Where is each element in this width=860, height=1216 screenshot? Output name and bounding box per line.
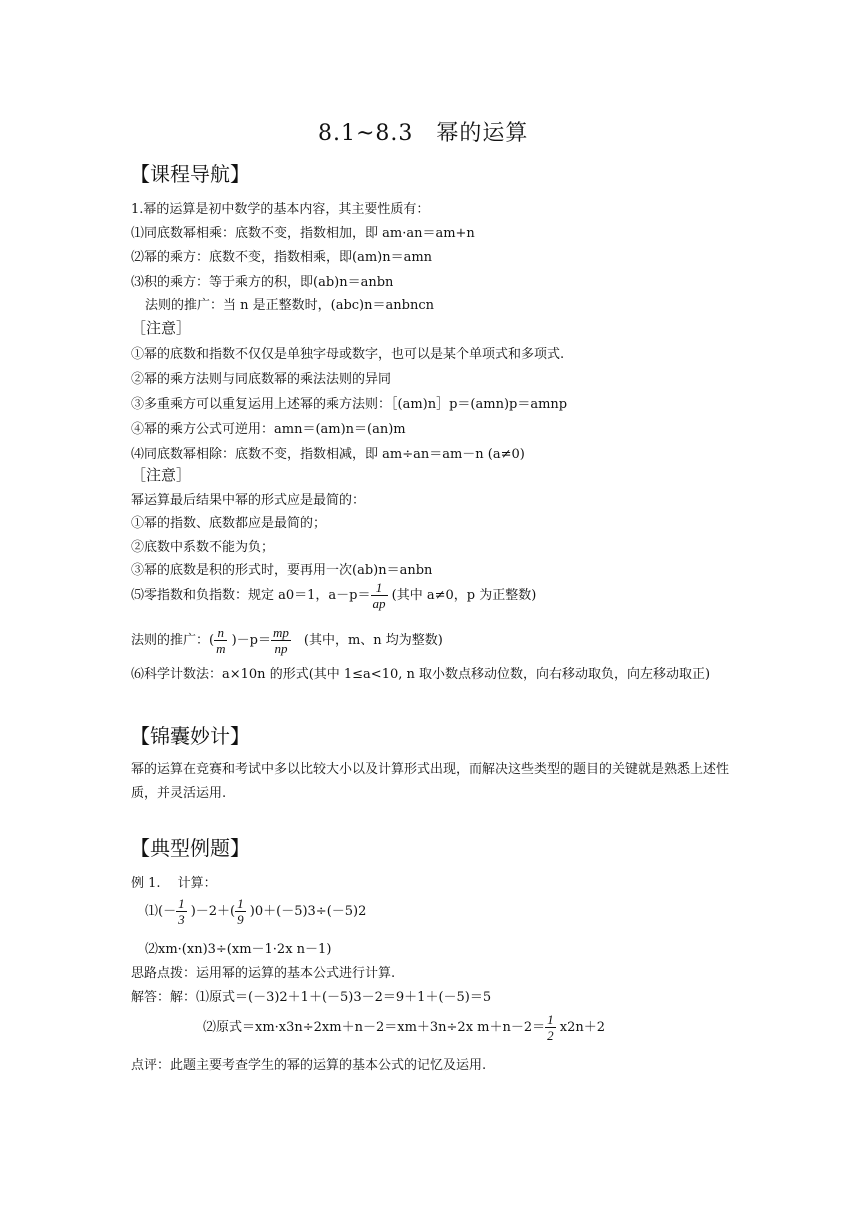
fraction-denominator: 2: [547, 1028, 554, 1043]
rule-6: ⑹科学计数法：a×10n 的形式(其中 1≤a<10, n 取小数点移动位数，向右移动取负，向左移动取正): [131, 667, 711, 682]
extension-condition: (其中，m、n 均为整数): [290, 633, 443, 648]
simplest-3: ③幂的底数是积的形式时，要再用一次(ab)n＝anbn: [131, 563, 433, 578]
fraction-numerator: 1: [547, 1012, 554, 1027]
rule-4: ⑷同底数幂相除：底数不变，指数相减，即 am÷an＝am－n (a≠0): [131, 447, 525, 462]
fraction-denominator: ap: [372, 596, 386, 611]
example-1-comment: 点评：此题主要考查学生的幂的运算的基本公式的记忆及运用.: [131, 1058, 487, 1073]
extension-fraction-power: [271, 625, 291, 656]
fraction-numerator: 1: [237, 896, 244, 911]
rule-5: [131, 580, 536, 611]
simplest-intro: 幂运算最后结果中幂的形式应是最简的：: [131, 493, 366, 508]
example-1-answer-2: [203, 1012, 605, 1043]
rule-1: ⑴同底数幂相乘：底数不变，指数相加，即 am·an＝am+n: [131, 226, 475, 241]
page-title: 8.1~8.3 幂的运算: [318, 121, 529, 146]
question-1-middle: )－2＋(: [186, 904, 236, 919]
example-1-answer-1: 解答：解：⑴原式＝(－3)2＋1＋(－5)3－2＝9＋1＋(－5)＝5: [131, 990, 492, 1005]
note-4: ④幂的乘方公式可逆用：amn＝(am)n＝(an)m: [131, 422, 406, 437]
extension-text: 法则的推广：(: [131, 633, 215, 648]
section-heading-tips: 【锦囊妙计】: [130, 724, 250, 748]
example-1-question-1: [145, 896, 366, 927]
rule-5-extension: [131, 625, 443, 656]
fraction-denominator: 3: [178, 912, 185, 927]
fraction-numerator: mp: [273, 625, 289, 640]
section-heading-nav: 【课程导航】: [130, 162, 250, 186]
simplest-1: ①幂的指数、底数都应是最简的；: [131, 516, 327, 531]
question-1-start: ⑴(－: [145, 904, 177, 919]
example-1-hint: 思路点拨：运用幂的运算的基本公式进行计算.: [131, 966, 396, 981]
simplest-2: ②底数中系数不能为负；: [131, 540, 275, 555]
rule-2: ⑵幂的乘方：底数不变，指数相乘，即(am)n＝amn: [131, 250, 433, 265]
extension-power: )－p＝: [227, 633, 271, 648]
note-label-2: ［注意］: [131, 466, 192, 484]
question-1-fraction-1: [176, 896, 187, 927]
rule-3-extension: 法则的推广：当 n 是正整数时，(abc)n＝anbncn: [145, 298, 434, 313]
rule-5-condition: (其中 a≠0，p 为正整数): [387, 588, 537, 603]
fraction-numerator: n: [214, 625, 227, 641]
rule-5-fraction: [371, 580, 388, 611]
tips-text: 幂的运算在竞赛和考试中多以比较大小以及计算形式出现，而解决这些类型的题目的关键就是熟悉上述性质，并灵活运用.: [131, 762, 730, 801]
answer-2-text: ⑵原式＝xm·x3n÷2xm＋n－2＝xm＋3n÷2x m＋n－2＝: [203, 1020, 546, 1035]
fraction-denominator: 9: [237, 912, 244, 927]
question-1-end: )0＋(－5)3÷(－5)2: [245, 904, 367, 919]
note-3: ③多重乘方可以重复运用上述幂的乘方法则：［(am)n］p＝(amn)p＝amnp: [131, 397, 568, 412]
extension-fraction-nm: [214, 625, 227, 656]
rule-5-text: ⑸零指数和负指数：规定 a0＝1，a－p＝: [131, 588, 371, 603]
fraction-denominator: m: [216, 641, 226, 656]
fraction-numerator: 1: [178, 896, 185, 911]
question-1-fraction-2: [235, 896, 246, 927]
note-1: ①幂的底数和指数不仅仅是单独字母或数字，也可以是某个单项式和多项式.: [131, 347, 565, 362]
note-2: ②幂的乘方法则与同底数幂的乘法法则的异同: [131, 372, 392, 387]
fraction-numerator: 1: [371, 580, 388, 596]
note-label: ［注意］: [131, 319, 192, 337]
fraction-denominator: np: [274, 641, 288, 656]
nav-intro: 1.幂的运算是初中数学的基本内容，其主要性质有：: [131, 202, 430, 217]
answer-2-fraction: [545, 1012, 556, 1043]
example-1-label: 例 1. 计算：: [131, 876, 217, 891]
answer-2-end: x2n＋2: [555, 1020, 606, 1035]
rule-3: ⑶积的乘方：等于乘方的积，即(ab)n＝anbn: [131, 275, 394, 290]
section-heading-examples: 【典型例题】: [130, 836, 250, 860]
example-1-question-2: ⑵xm·(xn)3÷(xm－1·2x n－1): [145, 942, 332, 957]
